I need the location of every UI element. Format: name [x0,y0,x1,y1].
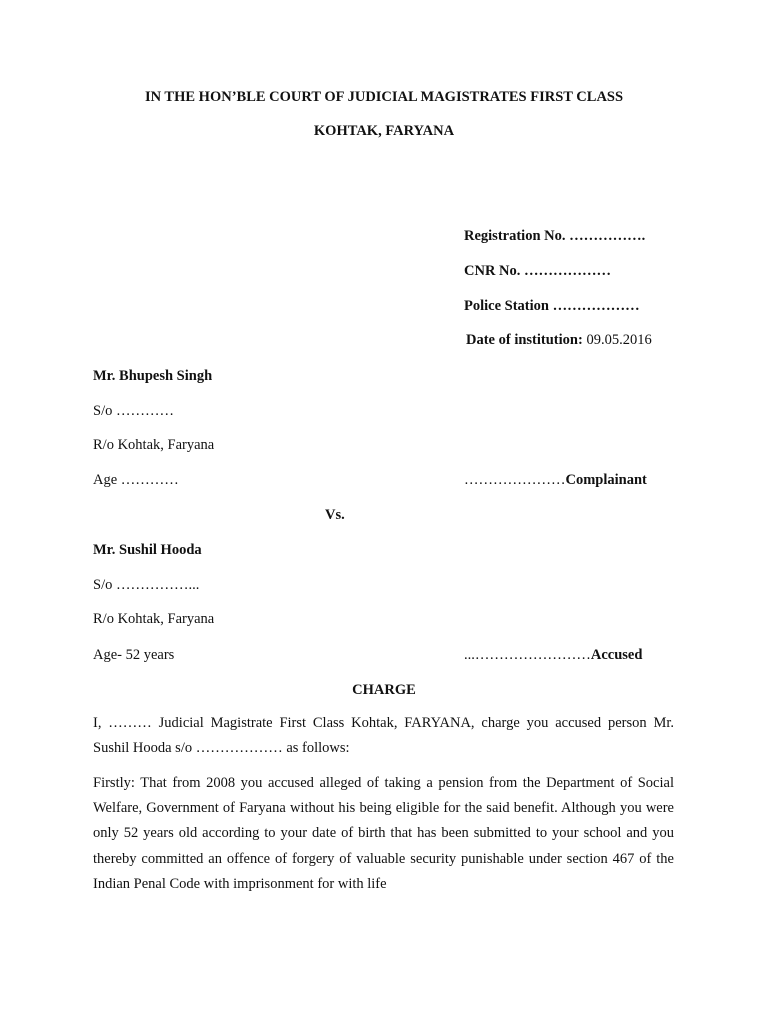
date-label: Date of institution: [466,332,583,348]
complainant-age: Age ………… [93,472,179,488]
court-title: IN THE HON’BLE COURT OF JUDICIAL MAGISTRATES FIRST CLASS [144,89,624,105]
complainant-residence: R/o Kohtak, Faryana [93,437,215,453]
charge-intro-paragraph: I, ……… Judicial Magistrate First Class Kohtak, FARYANA, charge you accused person Mr. Sushil Hooda s/o ……………… as follows: [93,715,674,757]
accused-name: Mr. Sushil Hooda [93,542,202,558]
versus-label: Vs. [325,507,345,523]
complainant-parent: S/o ………… [93,403,174,419]
charge-heading: CHARGE [352,682,416,698]
accused-residence: R/o Kohtak, Faryana [93,611,215,627]
cnr-number: CNR No. ……………… [464,263,612,279]
accused-role-dots: ...…………………… [464,647,591,663]
complainant-role [464,471,647,489]
date-of-institution [466,331,652,349]
court-location: KOHTAK, FARYANA [313,123,455,139]
registration-number: Registration No. ……………. [464,228,646,244]
charge-firstly-paragraph: Firstly: That from 2008 you accused alleged of taking a pension from the Department of Social Welfare, Government of Faryana without his being eligible for the said benefit. Although you were only 52 years old according to your date of birth that has been submitted to your school and you thereby committed an offence of forgery of valuable security punishable under section 467 of the Indian Penal Code with imprisonment for with life [93,775,674,892]
accused-role-label: Accused [590,647,643,663]
date-value: 09.05.2016 [586,332,652,348]
complainant-role-dots: ………………… [464,472,566,488]
accused-role [464,646,642,664]
accused-parent: S/o ……………... [93,577,200,593]
police-station: Police Station ……………… [464,298,640,314]
complainant-name: Mr. Bhupesh Singh [93,368,213,384]
complainant-role-label: Complainant [565,472,647,488]
accused-age: Age- 52 years [93,647,175,663]
